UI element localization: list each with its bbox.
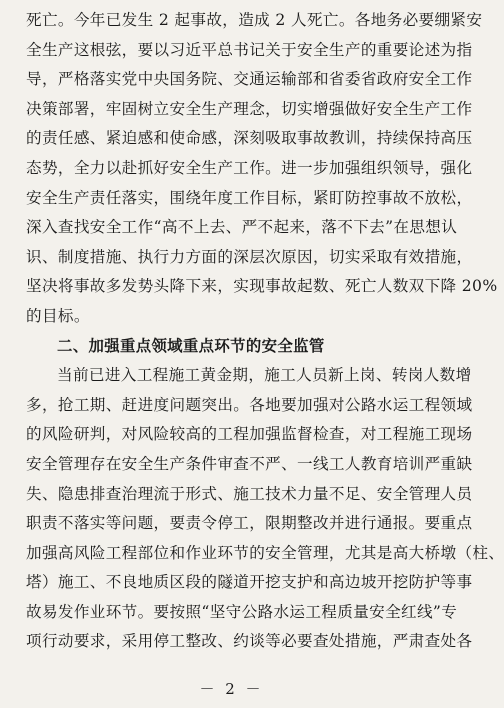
text-line: 多，抢工期、赶进度问题突出。各地要加强对公路水运工程领域 <box>26 395 473 414</box>
text-line: 决策部署，牢固树立安全生产理念，切实增强做好安全生产工作 <box>26 99 473 118</box>
text-line: 安全生产责任落实，围绕年度工作目标，紧盯防控事故不放松， <box>26 188 473 207</box>
text-line: 的目标。 <box>26 306 90 325</box>
text-line: 的风险研判，对风险较高的工程加强监督检查，对工程施工现场 <box>26 425 473 444</box>
text-line: 态势，全力以赴抓好安全生产工作。进一步加强组织领导，强化 <box>26 158 473 177</box>
text-line: 深入查找安全工作“高不上去、严不起来，落不下去”在思想认 <box>26 218 458 237</box>
text-line: 失、隐患排查治理流于形式、施工技术力量不足、安全管理人员 <box>26 484 473 503</box>
text-line: 识、制度措施、执行力方面的深层次原因，切实采取有效措施， <box>26 247 473 266</box>
text-line: 项行动要求，采用停工整改、约谈等必要查处措施，严肃查处各 <box>26 632 473 651</box>
section-heading: 二、加强重点领域重点环节的安全监管 <box>57 336 325 355</box>
text-line: 安全管理存在安全生产条件审查不严、一线工人教育培训严重缺 <box>26 454 473 473</box>
text-line: 故易发作业环节。要按照“坚守公路水运工程质量安全红线”专 <box>26 602 458 621</box>
text-line: 当前已进入工程施工黄金期，施工人员新上岗、转岗人数增 <box>57 366 472 385</box>
text-line: 塔）施工、不良地质区段的隧道开挖支护和高边坡开挖防护等事 <box>26 573 473 592</box>
paragraph-2 <box>26 361 504 657</box>
text-line: 加强高风险工程部位和作业环节的安全管理，尤其是高大桥墩（柱、 <box>26 543 504 562</box>
text-line: 的责任感、紧迫感和使命感，深刻吸取事故教训，持续保持高压 <box>26 129 473 148</box>
text-line: 导，严格落实党中央国务院、交通运输部和省委省政府安全工作 <box>26 70 473 89</box>
text-line: 职责不落实等问题，要责令停工，限期整改并进行通报。要重点 <box>26 514 473 533</box>
paragraph-1 <box>26 6 498 332</box>
text-line: 死亡。今年已发生 2 起事故，造成 2 人死亡。各地务必要绷紧安 <box>26 11 483 29</box>
text-line: 坚决将事故多发势头降下来，实现事故起数、死亡人数双下降 20% <box>26 277 498 296</box>
text-line: 全生产这根弦，要以习近平总书记关于安全生产的重要论述为指 <box>26 40 473 59</box>
page-number: － 2 － <box>199 680 264 698</box>
